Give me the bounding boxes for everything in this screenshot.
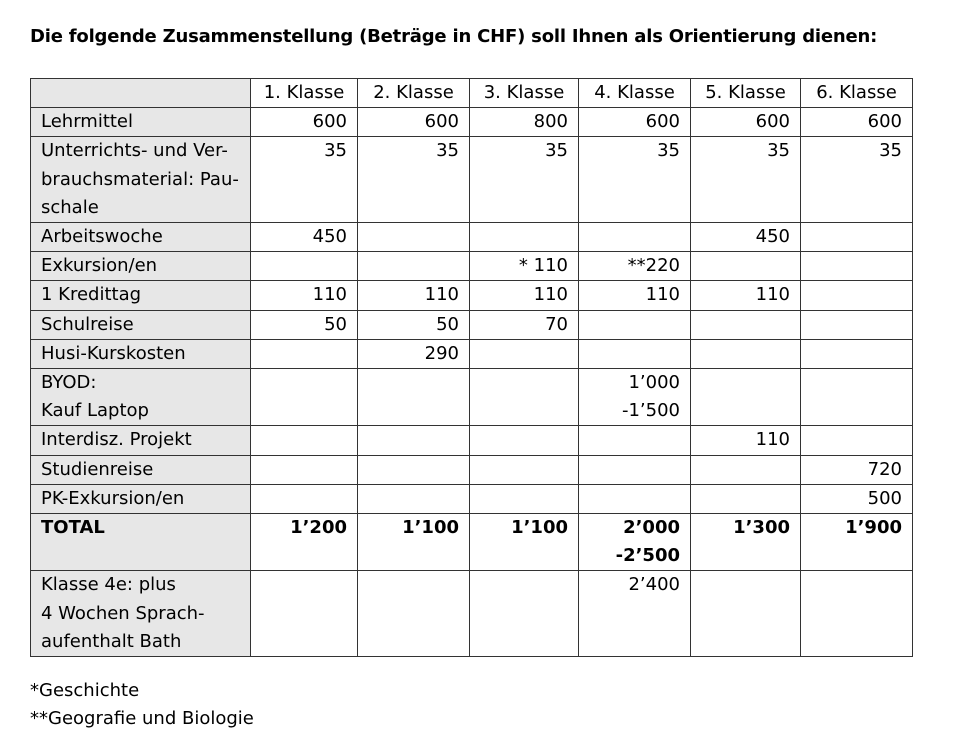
value-cell: 2’000 -2’500	[579, 514, 691, 571]
table-row	[31, 426, 913, 455]
row-label: Klasse 4e: plus 4 Wochen Sprach- aufenthalt Bath	[31, 571, 251, 657]
value-cell: 35	[801, 137, 913, 223]
value-cell: 600	[691, 108, 801, 137]
value-cell	[801, 571, 913, 657]
value-cell	[691, 369, 801, 426]
value-cell: 35	[691, 137, 801, 223]
value-cell: 2’400	[579, 571, 691, 657]
table-body	[31, 108, 913, 657]
value-cell: 1’200	[251, 514, 358, 571]
value-cell	[691, 310, 801, 339]
value-cell: 290	[358, 339, 470, 368]
value-cell: 110	[470, 281, 579, 310]
value-cell	[251, 369, 358, 426]
column-header: 2. Klasse	[358, 79, 470, 108]
value-cell	[801, 369, 913, 426]
page-heading: Die folgende Zusammenstellung (Beträge in CHF) soll Ihnen als Orientierung dienen:	[30, 26, 878, 47]
row-label: Interdisz. Projekt	[31, 426, 251, 455]
table-row	[31, 108, 913, 137]
value-cell	[470, 369, 579, 426]
value-cell	[691, 571, 801, 657]
value-cell	[470, 455, 579, 484]
value-cell	[801, 223, 913, 252]
value-cell	[470, 426, 579, 455]
value-cell: 110	[358, 281, 470, 310]
value-cell: **220	[579, 252, 691, 281]
footnote-geschichte: *Geschichte	[30, 680, 140, 701]
table-row	[31, 281, 913, 310]
value-cell: 600	[358, 108, 470, 137]
value-cell: 110	[579, 281, 691, 310]
column-header: 4. Klasse	[579, 79, 691, 108]
value-cell: 50	[251, 310, 358, 339]
header-corner-cell	[31, 79, 251, 108]
value-cell	[358, 455, 470, 484]
column-header: 1. Klasse	[251, 79, 358, 108]
footnote-geografie-biologie: **Geografie und Biologie	[30, 708, 254, 729]
value-cell: 1’000 -1’500	[579, 369, 691, 426]
value-cell	[358, 369, 470, 426]
value-cell	[358, 571, 470, 657]
column-header: 5. Klasse	[691, 79, 801, 108]
row-label: Arbeitswoche	[31, 223, 251, 252]
value-cell: 35	[470, 137, 579, 223]
value-cell	[358, 426, 470, 455]
value-cell	[251, 571, 358, 657]
table-row	[31, 223, 913, 252]
row-label: 1 Kredittag	[31, 281, 251, 310]
value-cell	[358, 252, 470, 281]
table-header-row	[31, 79, 913, 108]
value-cell: 450	[251, 223, 358, 252]
value-cell: 1’100	[470, 514, 579, 571]
value-cell	[251, 484, 358, 513]
cost-table	[30, 78, 913, 657]
value-cell: 110	[691, 426, 801, 455]
total-row	[31, 514, 913, 571]
value-cell: 110	[251, 281, 358, 310]
row-label: BYOD: Kauf Laptop	[31, 369, 251, 426]
value-cell	[691, 339, 801, 368]
row-label: Lehrmittel	[31, 108, 251, 137]
row-label: Exkursion/en	[31, 252, 251, 281]
row-label: Unterrichts- und Ver- brauchsmaterial: Pau- schale	[31, 137, 251, 223]
value-cell	[470, 339, 579, 368]
row-label: Schulreise	[31, 310, 251, 339]
row-label: TOTAL	[31, 514, 251, 571]
extra-row-klasse-4e	[31, 571, 913, 657]
table-row	[31, 455, 913, 484]
value-cell	[801, 252, 913, 281]
value-cell: 35	[251, 137, 358, 223]
value-cell	[579, 426, 691, 455]
value-cell	[801, 426, 913, 455]
value-cell	[358, 484, 470, 513]
value-cell: 800	[470, 108, 579, 137]
value-cell	[251, 455, 358, 484]
column-header: 3. Klasse	[470, 79, 579, 108]
value-cell: 600	[801, 108, 913, 137]
value-cell	[579, 484, 691, 513]
value-cell	[691, 455, 801, 484]
table-row	[31, 484, 913, 513]
value-cell: 35	[579, 137, 691, 223]
value-cell	[470, 571, 579, 657]
value-cell: 50	[358, 310, 470, 339]
value-cell	[470, 484, 579, 513]
row-label: Studienreise	[31, 455, 251, 484]
value-cell: 70	[470, 310, 579, 339]
value-cell	[801, 310, 913, 339]
value-cell: 450	[691, 223, 801, 252]
value-cell	[801, 281, 913, 310]
value-cell	[579, 455, 691, 484]
row-label: PK-Exkursion/en	[31, 484, 251, 513]
value-cell	[691, 252, 801, 281]
table-row	[31, 137, 913, 223]
value-cell: 1’900	[801, 514, 913, 571]
value-cell: 720	[801, 455, 913, 484]
footnotes	[30, 677, 254, 733]
value-cell: 1’300	[691, 514, 801, 571]
value-cell: 500	[801, 484, 913, 513]
value-cell	[691, 484, 801, 513]
value-cell: 1’100	[358, 514, 470, 571]
value-cell	[251, 252, 358, 281]
value-cell	[801, 339, 913, 368]
value-cell: 600	[579, 108, 691, 137]
value-cell	[470, 223, 579, 252]
value-cell	[251, 339, 358, 368]
value-cell	[579, 310, 691, 339]
table-row	[31, 339, 913, 368]
table-row	[31, 369, 913, 426]
value-cell	[579, 223, 691, 252]
value-cell	[251, 426, 358, 455]
value-cell: 600	[251, 108, 358, 137]
table-row	[31, 310, 913, 339]
column-header: 6. Klasse	[801, 79, 913, 108]
value-cell	[579, 339, 691, 368]
row-label: Husi-Kurskosten	[31, 339, 251, 368]
value-cell: 35	[358, 137, 470, 223]
value-cell: 110	[691, 281, 801, 310]
value-cell: * 110	[470, 252, 579, 281]
table-row	[31, 252, 913, 281]
value-cell	[358, 223, 470, 252]
